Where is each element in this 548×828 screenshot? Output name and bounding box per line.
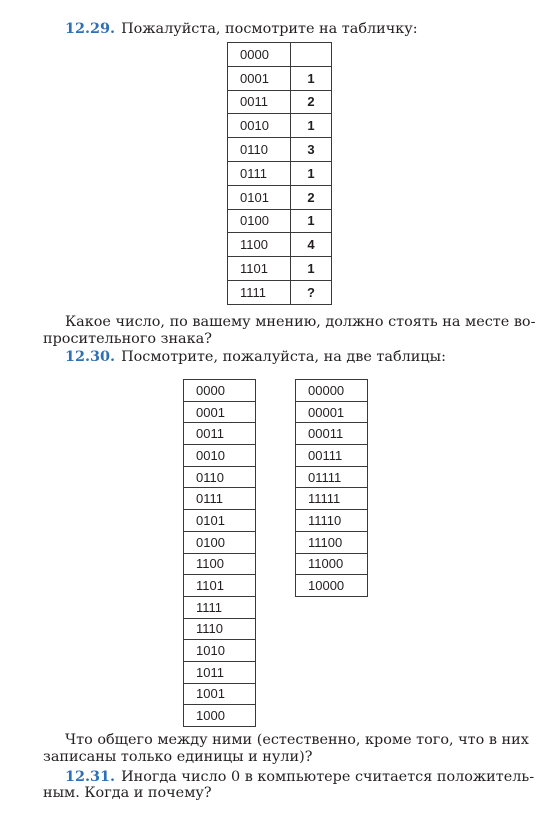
code-cell: 1111 — [184, 596, 256, 618]
code-cell: 0001 — [184, 401, 256, 423]
table-row — [184, 618, 256, 640]
code-cell: 0100 — [184, 531, 256, 553]
code-cell: 0111 — [228, 161, 291, 185]
code-cell: 0110 — [228, 138, 291, 162]
code-cell: 0000 — [228, 43, 291, 67]
table-row — [228, 90, 332, 114]
table-row — [184, 423, 256, 445]
value-cell: 1 — [291, 161, 332, 185]
table-row — [296, 466, 368, 488]
table-row — [184, 531, 256, 553]
problem-intro: Посмотрите, пожалуйста, на две таблицы: — [121, 349, 446, 365]
code-cell: 01111 — [296, 466, 368, 488]
code-cell: 00011 — [296, 423, 368, 445]
problem-12-29-heading — [65, 20, 418, 38]
code-cell: 1101 — [184, 575, 256, 597]
table-row — [184, 380, 256, 402]
code-cell: 0100 — [228, 209, 291, 233]
value-cell: 1 — [291, 66, 332, 90]
value-cell: 2 — [291, 90, 332, 114]
code-cell: 00001 — [296, 401, 368, 423]
table-row — [184, 445, 256, 467]
problem-intro: Пожалуйста, посмотрите на табличку: — [121, 21, 418, 37]
code-cell: 11100 — [296, 531, 368, 553]
code-cell: 10000 — [296, 575, 368, 597]
value-cell: 4 — [291, 233, 332, 257]
code-cell: 0010 — [184, 445, 256, 467]
code-cell: 1001 — [184, 683, 256, 705]
code-cell: 11111 — [296, 488, 368, 510]
value-cell: 1 — [291, 114, 332, 138]
table-row — [184, 640, 256, 662]
question-12-29-line-1: Какое число, по вашему мнению, должно стоять на месте во- — [65, 314, 536, 330]
table-row — [228, 66, 332, 90]
table-row — [184, 575, 256, 597]
table-row — [228, 233, 332, 257]
table-row — [184, 401, 256, 423]
code-cell: 1100 — [184, 553, 256, 575]
value-cell: 1 — [291, 209, 332, 233]
code-cell: 0011 — [184, 423, 256, 445]
code-cell: 00111 — [296, 445, 368, 467]
table-row — [184, 466, 256, 488]
code-cell: 0011 — [228, 90, 291, 114]
code-cell: 0110 — [184, 466, 256, 488]
table-row — [296, 401, 368, 423]
table-row — [228, 161, 332, 185]
table-row — [296, 423, 368, 445]
table-row — [296, 488, 368, 510]
table-row — [184, 553, 256, 575]
code-cell: 1100 — [228, 233, 291, 257]
value-cell: ? — [291, 280, 332, 304]
table-row — [228, 209, 332, 233]
shift-code-table-right — [295, 379, 368, 597]
table-row — [184, 683, 256, 705]
table-row — [228, 138, 332, 162]
code-cell: 0000 — [184, 380, 256, 402]
code-cell: 0101 — [184, 510, 256, 532]
value-cell: 1 — [291, 257, 332, 281]
table-row — [296, 531, 368, 553]
table-row — [296, 380, 368, 402]
code-cell: 00000 — [296, 380, 368, 402]
code-cell: 1101 — [228, 257, 291, 281]
table-row — [184, 705, 256, 727]
code-cell: 11000 — [296, 553, 368, 575]
table-row — [228, 280, 332, 304]
problem-text: Иногда число 0 в компьютере считается положитель- — [121, 769, 535, 785]
table-row — [228, 43, 332, 67]
table-row — [184, 661, 256, 683]
table-row — [296, 445, 368, 467]
gray-code-table-left — [183, 379, 256, 727]
problem-12-31-line-2: ным. Когда и почему? — [43, 785, 212, 801]
problem-12-31-line-1 — [65, 768, 535, 786]
table-row — [228, 185, 332, 209]
table-row — [228, 257, 332, 281]
problem-12-30-heading — [65, 348, 446, 366]
table-row — [184, 510, 256, 532]
code-cell: 1010 — [184, 640, 256, 662]
problem-number: 12.31. — [65, 768, 116, 785]
table-row — [296, 575, 368, 597]
table-row — [228, 114, 332, 138]
value-cell: 2 — [291, 185, 332, 209]
question-12-30-line-1: Что общего между ними (естественно, кроме того, что в них — [65, 732, 529, 748]
value-cell — [291, 43, 332, 67]
table-row — [184, 596, 256, 618]
code-cell: 0111 — [184, 488, 256, 510]
code-cell: 1011 — [184, 661, 256, 683]
question-12-29-line-2: просительного знака? — [43, 331, 212, 347]
problem-number: 12.29. — [65, 20, 116, 37]
code-cell: 0001 — [228, 66, 291, 90]
code-cell: 0101 — [228, 185, 291, 209]
code-cell: 0010 — [228, 114, 291, 138]
code-cell: 1000 — [184, 705, 256, 727]
problem-number: 12.30. — [65, 348, 116, 365]
table-row — [296, 510, 368, 532]
question-12-30-line-2: записаны только единицы и нули)? — [43, 749, 313, 765]
code-cell: 1111 — [228, 280, 291, 304]
code-cell: 11110 — [296, 510, 368, 532]
value-cell: 3 — [291, 138, 332, 162]
code-cell: 1110 — [184, 618, 256, 640]
table-row — [296, 553, 368, 575]
table-row — [184, 488, 256, 510]
sequence-table-12-29 — [227, 42, 332, 305]
